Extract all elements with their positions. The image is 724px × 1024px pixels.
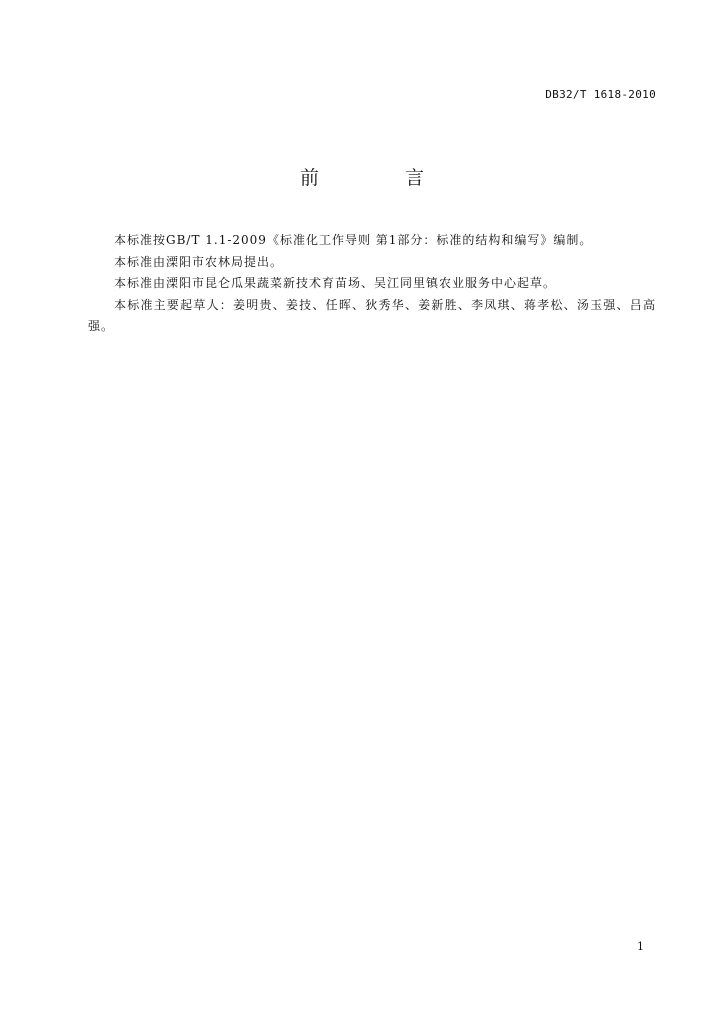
paragraph-drafting-basis: 本标准按GB/T 1.1-2009《标准化工作导则 第1部分：标准的结构和编写》编制。: [114, 233, 593, 247]
paragraph-drafters: 本标准主要起草人：姜明贵、姜技、任晖、狄秀华、姜新胜、李凤琪、蒋孝松、汤玉强、吕高强。: [88, 297, 656, 333]
page-number: 1: [637, 940, 644, 953]
paragraph-proposer: 本标准由溧阳市农林局提出。: [114, 254, 284, 269]
paragraph-drafting-units: 本标准由溧阳市昆仑瓜果蔬菜新技术育苗场、吴江同里镇农业服务中心起草。: [114, 276, 557, 290]
foreword-body: [88, 230, 656, 338]
standard-code: DB32/T 1618-2010: [545, 88, 656, 101]
page-title: 前 言: [299, 167, 465, 189]
